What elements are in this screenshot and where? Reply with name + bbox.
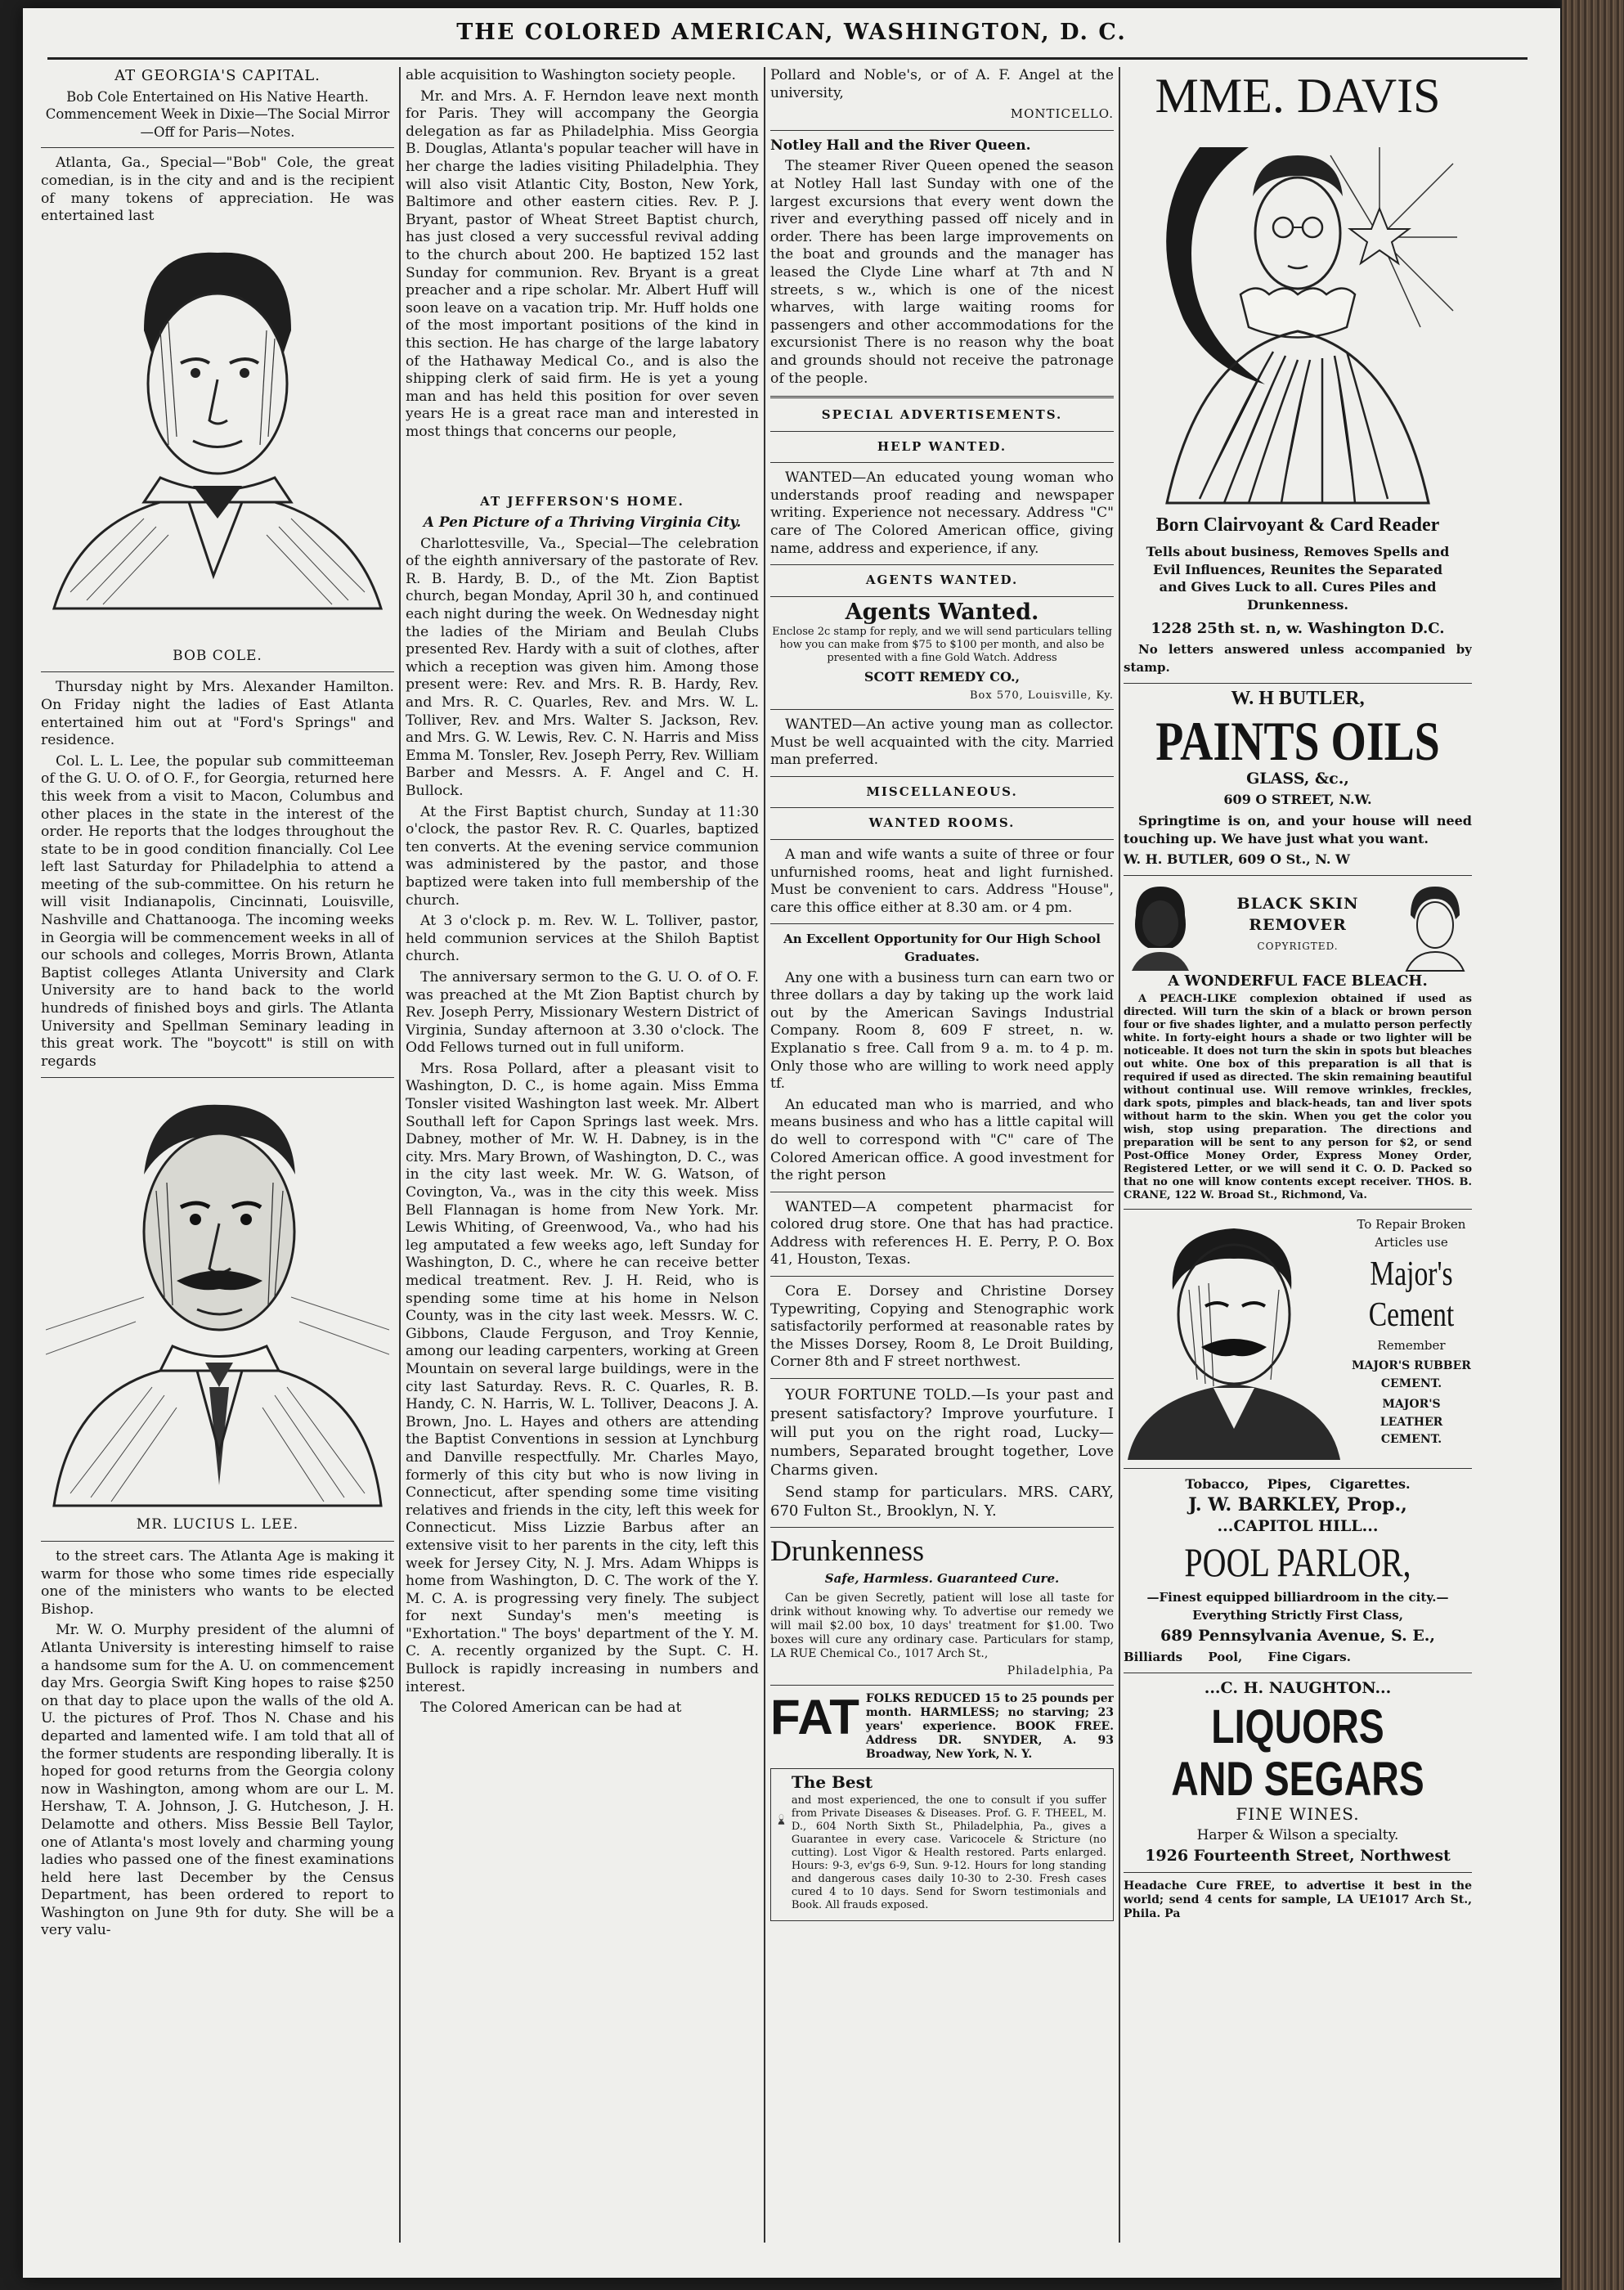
ad-subtitle: ...CAPITOL HILL... <box>1217 1516 1379 1535</box>
ad-title: MME. DAVIS <box>1155 69 1441 123</box>
ad-body: Can be given Secretly, patient will lose all taste for drink without knowing why. To advertise our remedy we will mail $2.00 box, 10 days' treatment for $1.00. Two boxes will cure any ordinary case. Particulars for stamp, LA RUE Chemical Co., 1017 Arch St., <box>770 1591 1114 1660</box>
ad-firm: J. W. BARKLEY, Prop., <box>1188 1493 1407 1515</box>
section-heading: SPECIAL ADVERTISEMENTS. <box>821 407 1063 423</box>
ad-address: Box 570, Louisville, Ky. <box>970 689 1114 703</box>
classified-ad: WANTED—An active young man as collector. Must be well acquainted with the city. Married man preferred. <box>770 716 1114 769</box>
ad-address: 1228 25th st. n, w. Washington D.C. <box>1151 620 1445 638</box>
divider <box>770 462 1114 463</box>
divider <box>1124 1209 1472 1210</box>
ad-title: LIQUORS <box>1211 1700 1384 1754</box>
ad-body: FOLKS REDUCED 15 to 25 pounds per month. HARMLESS; no starving; 23 years' experience. BOOK FREE. Address DR. SNYDER, A. 93 Broadway, New York, N. Y. <box>865 1691 1114 1761</box>
ad-title: PAINTS OILS <box>1155 709 1440 772</box>
article-deck: Bob Cole Entertained on His Native Hearth. Commencement Week in Dixie—The Social Mirror—Off for Paris—Notes. <box>45 88 390 140</box>
ad-firm: ...C. H. NAUGHTON... <box>1204 1679 1392 1698</box>
ad-body: Tells about business, Removes Spells and Evil Influences, Reunites the Separated and Gives Luck to all. Cures Piles and Drunkenness. <box>1146 544 1450 613</box>
ad-title: A WONDERFUL FACE BLEACH. <box>1168 972 1428 990</box>
section-heading: AGENTS WANTED. <box>865 572 1019 588</box>
section-heading: MISCELLANEOUS. <box>866 784 1018 799</box>
classified-ad: WANTED—A competent pharmacist for colored drug store. One that has had practice. Address with references H. E. Perry, P. O. Box 41, Houston, Texas. <box>770 1198 1114 1268</box>
ad-body: A PEACH-LIKE complexion obtained if used as directed. Will turn the skin of a black or brown person four or five shades lighter, and a mulatto person perfectly white. In forty-eight hours a shade or two lighter will be noticeable. It does not turn the skin in spots but bleaches out white. One box of this preparation is all that is required if used as directed. The skin remaining beautiful without continual use. Will remove wrinkles, freckles, dark spots, pimples and black-heads, tan and liver spots without harm to the skin. When you get the color you wish, stop using preparation. The directions and preparation will be sent to any person for $2, or send Post-Office Money Order, Express Money Order, Registered Letter, or we will send it C. O. D. Packed so that no one will know contents except receiver. THOS. B. CRANE, 122 W. Broad St., Richmond, Va. <box>1124 993 1472 1202</box>
article-paragraph: Atlanta, Ga., Special—"Bob" Cole, the great comedian, is in the city and and is the recipient of many tokens of appreciation. He was entertained last <box>41 155 394 225</box>
dark-face-icon <box>1124 882 1197 972</box>
divider <box>770 564 1114 565</box>
ad-subtitle: Born Clairvoyant & Card Reader <box>1155 514 1440 536</box>
portrait-bob-cole <box>46 232 389 641</box>
column-2 <box>406 67 759 2251</box>
fat-ad <box>770 1689 1114 1762</box>
column-1 <box>41 67 394 2251</box>
classified-ad: Send stamp for particulars. MRS. CARY, 670 Fulton St., Brooklyn, N. Y. <box>770 1484 1114 1520</box>
divider <box>41 1077 394 1078</box>
column-3 <box>770 67 1114 2251</box>
light-face-icon <box>1398 882 1472 972</box>
article-paragraph: Pollard and Noble's, or of A. F. Angel at the university, <box>770 67 1114 101</box>
article-paragraph: Mr. and Mrs. A. F. Herndon leave next month for Paris. They will accompany the Georgia delegation as far as Philadelphia. Miss Georgia B. Douglas, Atlanta's popular teacher will have in her charge the ladies visiting Philadelphia. They will also visit Atlantic City, Boston, New York, Baltimore and other eastern cities. Rev. P. J. Bryant, pastor of Wheat Street Baptist church, has just closed a very successful revival adding to the church about 200. He baptized 152 last Sunday for communion. Rev. Bryant is a great preacher and a ripe scholar. Mr. Albert Huff will soon leave on a vacation trip. Mr. Huff holds one of the most important positions of the kind in this section. He has charge of the large labatory of the Hathaway Medical Co., and is also the shipping clerk of said firm. He is yet a young man and has held this position for over seven years He is a great race man and interested in most things that concerns our people, <box>406 88 759 440</box>
divider <box>1124 1468 1472 1469</box>
ad-title: The Best <box>791 1771 873 1792</box>
ad-headline: An Excellent Opportunity for Our High School Graduates. <box>783 932 1101 964</box>
article-headline: AT GEORGIA'S CAPITAL. <box>114 67 321 84</box>
book-spine-edge <box>1562 0 1624 2290</box>
article-paragraph: Mrs. Rosa Pollard, after a pleasant visit to Washington, D. C., is home again. Miss Emma Tonsler visited Washington last week. Mr. Albert Southall left for Capon Springs last week. Mrs. Dabney, mother of Mr. W. H. Dabney, is in the city. Mrs. Mary Brown, of Washington, D. C., was in the city last week. Mr. W. G. Watson, of Covington, Va., was in the city this week. Miss Bell Flannagan is home from New York. Mr. Lewis Whiting, of Greenwood, Va., who had his leg amputated a few weeks ago, left Sunday for Washington, D. C., where he can receive better medical treatment. Rev. J. H. Reid, who is spending some time at his home in Nelson County, was in the city last week. Messrs. W. C. Gibbons, Claude Ferguson, and Troy Kennie, among our leading carpenters, working at Green Mountain on several large buildings, were in the city last Saturday. Revs. R. C. Quarles, R. B. Handy, C. N. Harris, W. L. Tolliver, Deacons J. A. Brown, Jno. L. Hayes and others are attending the Baptist Conventions in session at Lynchburg and Danville respectfully. Mr. Charles Mayo, formerly of this city but who is now living in Connecticut, after spending some time visiting relatives and friends in the city, left this week for Connecticut. Miss Lizzie Barbus after an extensive visit to her parents in the city, left this week for Jersey City, N. J. Mrs. Adam Whipps is home from Washington, D. C. The work of the Y. M. C. A. is progressing very finely. The subject for next Sunday's men's meeting is "Exhortation." The boys' department of the Y. M. C. A. recently organized by the Supt. C. H. Bullock is rapidly increasing in numbers and interest. <box>406 1060 759 1695</box>
classified-ad: An educated man who is married, and who means business and who has a little capital will do well to correspond with "C" care of The Colored American office. A good investment for the right person <box>770 1096 1114 1184</box>
ad-label: REMOVER <box>1249 915 1347 934</box>
bleach-ad-header <box>1124 882 1472 972</box>
ad-title: Cement <box>1368 1295 1455 1334</box>
ad-body: Enclose 2c stamp for reply, and we will send particulars telling how you can make from $75 to $100 per month, and also be presented with a fine Gold Watch. Address <box>772 626 1112 665</box>
ad-footer: W. H. BUTLER, 609 O St., N. W <box>1124 851 1350 868</box>
ad-title: Drunkenness <box>770 1534 924 1568</box>
ad-subtitle: Tobacco, Pipes, Cigarettes. <box>1185 1476 1411 1493</box>
article-paragraph: At the First Baptist church, Sunday at 11:30 o'clock, the pastor Rev. R. C. Quarles, baptized ten converts. At the evening service communion was administered by the pastor, and those baptized were taken into full membership of the church. <box>406 803 759 909</box>
divider <box>1124 875 1472 876</box>
ad-firm: W. H BUTLER, <box>1231 688 1365 710</box>
divider <box>770 130 1114 131</box>
divider <box>41 147 394 148</box>
article-headline: Notley Hall and the River Queen. <box>770 137 1031 154</box>
section-heading: HELP WANTED. <box>877 438 1007 454</box>
clairvoyant-illustration <box>1134 131 1461 507</box>
ad-body: Remember <box>1377 1337 1446 1353</box>
ad-body: Springtime is on, and your house will need touching up. We have just what you want. <box>1124 812 1472 846</box>
divider <box>41 1541 394 1542</box>
column-rule <box>1119 67 1120 2243</box>
ad-title: POOL PARLOR, <box>1184 1539 1411 1586</box>
ad-body: —Finest equipped billiardroom in the city.— Everything Strictly First Class, <box>1146 1590 1449 1623</box>
article-paragraph: Thursday night by Mrs. Alexander Hamilton. On Friday night the ladies of East Atlanta entertained him out at "Ford's Springs" and residence. <box>41 679 394 749</box>
ad-note: No letters answered unless accompanied by stamp. <box>1124 641 1472 675</box>
masthead: THE COLORED AMERICAN, WASHINGTON, D. C. <box>456 20 1127 45</box>
ad-address: 609 O STREET, N.W. <box>1223 792 1372 808</box>
article-paragraph: The steamer River Queen opened the season at Notley Hall last Sunday with one of the largest excursions that every went down the river and everything passed off nicely and in order. There has been large improvements on the boat and grounds and the manager has leased the Clyde Line wharf at 7th and N streets, s w., which is one of the nicest wharves, with large waiting rooms for passengers and other accommodations for the excursionist There is no reason why the boat and grounds should not receive the patronage of the people. <box>770 158 1114 387</box>
ad-copyright: COPYRIGTED. <box>1257 940 1339 952</box>
portrait-caption: BOB COLE. <box>173 647 262 664</box>
divider <box>770 1276 1114 1277</box>
doctor-portrait-icon <box>778 1774 785 1864</box>
masthead-rule <box>47 57 1528 60</box>
portrait-caption: MR. LUCIUS L. LEE. <box>136 1516 299 1533</box>
classified-ad: Any one with a business turn can earn two or three dollars a day by taking up the work laid out by the American Savings Industrial Company. Room 8, 609 F street, n. w. Explanatio s free. Call from 9 a. m. to 4 p. m. Only those who are willing to work need apply tf. <box>770 969 1114 1093</box>
ad-address: 689 Pennsylvania Avenue, S. E., <box>1160 1627 1436 1646</box>
ad-firm: SCOTT REMEDY CO., <box>864 669 1021 685</box>
ad-body: and most experienced, the one to consult if you suffer from Private Diseases & Diseases. Prof. G. F. THEEL, M. D., 604 North Sixth St., Philadelphia, Pa., gives a Guarantee in every case. Varicocele & Stricture (no cutting). Lost Vigor & Health restored. Parts enlarged. Hours: 9-3, ev'gs 6-9, Sun. 9-12. Hours for long standing and dangerous cases daily 10-30 to 2-30. Fresh cases cured 4 to 10 days. Send for Sworn testimonials and Book. All frauds exposed. <box>791 1794 1106 1912</box>
article-paragraph: Mr. W. O. Murphy president of the alumni of Atlanta University is interesting himself to raise a handsome sum for the A. U. on commencement day Mrs. Georgia Swift King hopes to raise $250 on that day to place upon the walls of the old A. U. the pictures of Prof. Thos N. Chase and his departed and lamented wife. I am told that all of the former students are responding liberally. It is hoped for good returns from the Georgia colony now in Washington, among whom are our L. M. Hershaw, T. A. Johnson, J. G. Hutcheson, J. H. Delamotte and others. Miss Bessie Bell Taylor, one of Atlanta's most lovely and charming young ladies who passed one of the finest examinations held here last December by the Census Department, has been ordered to report to Washington on June 9th for duty. She will be a very valu- <box>41 1622 394 1939</box>
classified-ad: YOUR FORTUNE TOLD.—Is your past and present satisfactory? Improve yourfuture. I will put you on the right road, Lucky—numbers, Separated brought together, Love Charms given. <box>770 1386 1114 1480</box>
divider <box>1124 1872 1472 1873</box>
divider <box>41 671 394 672</box>
newspaper-page <box>23 8 1560 2278</box>
article-paragraph: able acquisition to Washington society people. <box>406 67 737 83</box>
classified-ad: A man and wife wants a suite of three or four unfurnished rooms, heat and light furnished. Must be convenient to cars. Address "House", care this office either at 8.30 am. or 4 pm. <box>770 846 1114 916</box>
divider <box>770 839 1114 840</box>
article-signature: MONTICELLO. <box>1010 106 1114 122</box>
divider <box>770 709 1114 710</box>
article-paragraph: to the street cars. The Atlanta Age is making it warm for those who some times ride especially one of the ministers who wants to be elected Bishop. <box>41 1548 394 1618</box>
divider <box>770 923 1114 924</box>
man-portrait-icon <box>1124 1216 1344 1462</box>
divider <box>770 1685 1114 1686</box>
ad-product: MAJOR'S RUBBER CEMENT. <box>1352 1359 1471 1390</box>
ad-footer: Billiards Pool, Fine Cigars. <box>1124 1649 1351 1664</box>
divider <box>770 396 1114 398</box>
ad-title: Major's <box>1370 1255 1453 1293</box>
article-paragraph: At 3 o'clock p. m. Rev. W. L. Tolliver, pastor, held communion services at the Shiloh Baptist church. <box>406 913 759 965</box>
ad-subtitle: FINE WINES. <box>1236 1804 1360 1825</box>
article-paragraph: Col. L. L. Lee, the popular sub committeeman of the G. U. O. of O. F., for Georgia, returned here this week from a visit to Macon, Columbus and other places in the state in the interest of the order. He reports that the lodges throughout the state to be in good condition financially. Col Lee left last Saturday for Philadelphia to attend a meeting of the sub-committee. On his return he will visit Indianapolis, Cincinnati, Louisville, Nashville and Chattanooga. The incoming weeks in Georgia will be commencement weeks in all of our schools and colleges, Morris Brown, Atlanta Baptist colleges Atlanta University and Clark University are to hand back to the world hundreds of finished boys and girls. The Atlanta University and Spellman Seminary leading in this great work. The "boycott" is still on with regards <box>41 752 394 1070</box>
ad-address: 1926 Fourteenth Street, Northwest <box>1145 1847 1451 1866</box>
classified-ad: WANTED—An educated young woman who understands proof reading and newspaper writing. Experience not necessary. Address "C" care of The Colored American office, giving name, address and experience, if any. <box>770 469 1114 557</box>
classified-ad: Cora E. Dorsey and Christine Dorsey Typewriting, Copying and Stenographic work satisfactorily performed at reasonable rates by the Misses Dorsey, Room 8, Le Droit Building, Corner 8th and F street northwest. <box>770 1283 1114 1371</box>
classified-ad: Headache Cure FREE, to advertise it best in the world; send 4 cents for sample, LA UE1017 Arch St., Phila. Pa <box>1124 1879 1472 1920</box>
portrait-lucius-lee <box>46 1084 389 1510</box>
divider <box>770 1527 1114 1528</box>
column-rule <box>399 67 401 2243</box>
ad-title: Agents Wanted. <box>845 599 1039 625</box>
cement-ad <box>1124 1216 1472 1462</box>
ad-title: AND SEGARS <box>1171 1753 1424 1807</box>
divider <box>770 431 1114 432</box>
ad-address: Philadelphia, Pa <box>1007 1664 1114 1677</box>
column-4 <box>1124 67 1472 2251</box>
divider <box>1124 683 1472 684</box>
divider <box>770 596 1114 597</box>
divider <box>770 1378 1114 1379</box>
best-ad <box>770 1768 1114 1922</box>
article-headline: AT JEFFERSON'S HOME. <box>480 494 684 510</box>
article-deck: A Pen Picture of a Thriving Virginia City. <box>423 514 742 532</box>
ad-subtitle: GLASS, &c., <box>1246 769 1349 788</box>
article-paragraph: Charlottesville, Va., Special—The celebration of the eighth anniversary of the pastorate of Rev. R. B. Hardy, B. D., of the Mt. Zion Baptist church, began Monday, April 30 h, and continued each night during the week. On Wednesday night the ladies of the Miriam and Beulah Clubs presented Rev. Hardy with a suit of clothes, after which a reception was given him. Among those present were: Rev. and Mrs. R. B. Hardy, Rev. and Mrs. R. C. Quarles, Rev. and Mrs. W. L. Tolliver, Rev. and Mrs. Walter S. Jackson, Rev. and Mrs. G. W. Lewis, Rev. C. N. Harris and Miss Emma M. Tonsler, Rev. Joseph Perry, Rev. William Barber and Messrs. A. F. Angel and C. H. Bullock. <box>406 535 759 799</box>
column-rule <box>764 67 765 2243</box>
divider <box>770 776 1114 777</box>
ad-title: FAT <box>770 1689 859 1744</box>
divider <box>770 807 1114 808</box>
article-paragraph: The Colored American can be had at <box>420 1700 682 1717</box>
ad-body: To Repair Broken Articles use <box>1357 1217 1466 1250</box>
article-paragraph: The anniversary sermon to the G. U. O. of O. F. was preached at the Mt Zion Baptist church by Rev. Joseph Perry, Missionary Western District of Virginia, Sunday afternoon at 3.30 o'clock. The Odd Fellows turned out in full uniform. <box>406 968 759 1057</box>
spacer <box>406 444 759 493</box>
section-heading: WANTED ROOMS. <box>868 815 1016 831</box>
ad-body: Harper & Wilson a specialty. <box>1196 1826 1399 1843</box>
ad-subtitle: Safe, Harmless. Guaranteed Cure. <box>824 1571 1060 1587</box>
ad-product: MAJOR'S LEATHER CEMENT. <box>1380 1398 1443 1447</box>
ad-label: BLACK SKIN <box>1236 895 1359 914</box>
